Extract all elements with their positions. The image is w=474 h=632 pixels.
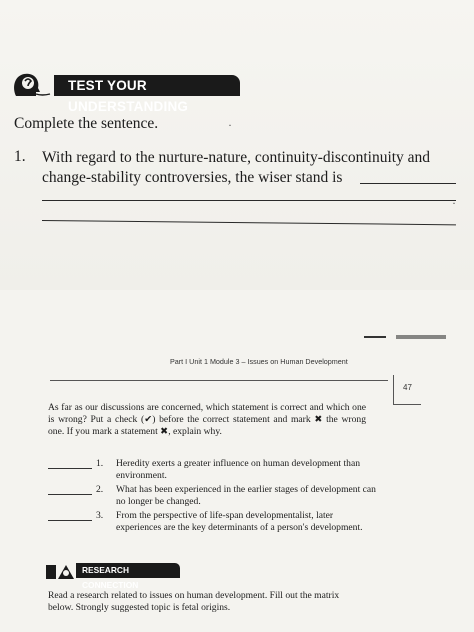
research-paragraph: Read a research related to issues on human development. Fill out the matrix below. Strongly suggested topic is fetal origins.	[48, 590, 340, 613]
stray-mark: ·	[228, 118, 232, 132]
page-number-rule	[393, 404, 421, 405]
stray-mark: ·	[452, 196, 456, 210]
test-your-understanding-banner	[10, 70, 238, 114]
question-text: With regard to the nurture-nature, continuity-discontinuity and change-stability controversies, the wiser stand is	[42, 149, 431, 186]
intro-paragraph: As far as our discussions are concerned, which statement is correct and which one is wrong? Put a check (✔) before the correct statement and mark ✖ the wrong one. If you mark a statement ✖, explain why.	[48, 402, 366, 437]
instruction-text: Complete the sentence.	[14, 115, 159, 132]
research-connection-title: RESEARCH CONNECTION	[76, 563, 180, 578]
item-number: 3.	[96, 510, 104, 521]
answer-blank[interactable]	[360, 183, 456, 184]
item-number: 2.	[96, 484, 104, 495]
top-page	[0, 0, 474, 290]
item-text: From the perspective of life-span developmentalist, later experiences are the key determinants of a person's development.	[116, 510, 363, 533]
research-icon	[44, 561, 78, 581]
running-head: Part I Unit 1 Module 3 – Issues on Human Development	[170, 357, 348, 366]
check-blank[interactable]	[48, 520, 92, 521]
item-number: 1.	[96, 458, 104, 469]
page-number-rule	[393, 375, 394, 405]
banner-title: TEST YOUR UNDERSTANDING	[54, 75, 240, 96]
check-blank[interactable]	[48, 494, 92, 495]
page-number: 47	[403, 383, 412, 392]
page-edge-dash	[364, 334, 446, 340]
research-connection-banner	[44, 561, 184, 590]
check-blank[interactable]	[48, 468, 92, 469]
item-text: Heredity exerts a greater influence on human development than environment.	[116, 458, 361, 481]
question-number: 1.	[14, 148, 26, 165]
item-text: What has been experienced in the earlier stages of development can no longer be changed.	[116, 484, 376, 507]
header-rule	[50, 380, 388, 381]
think-head-icon	[10, 70, 56, 100]
answer-line[interactable]	[42, 200, 456, 201]
